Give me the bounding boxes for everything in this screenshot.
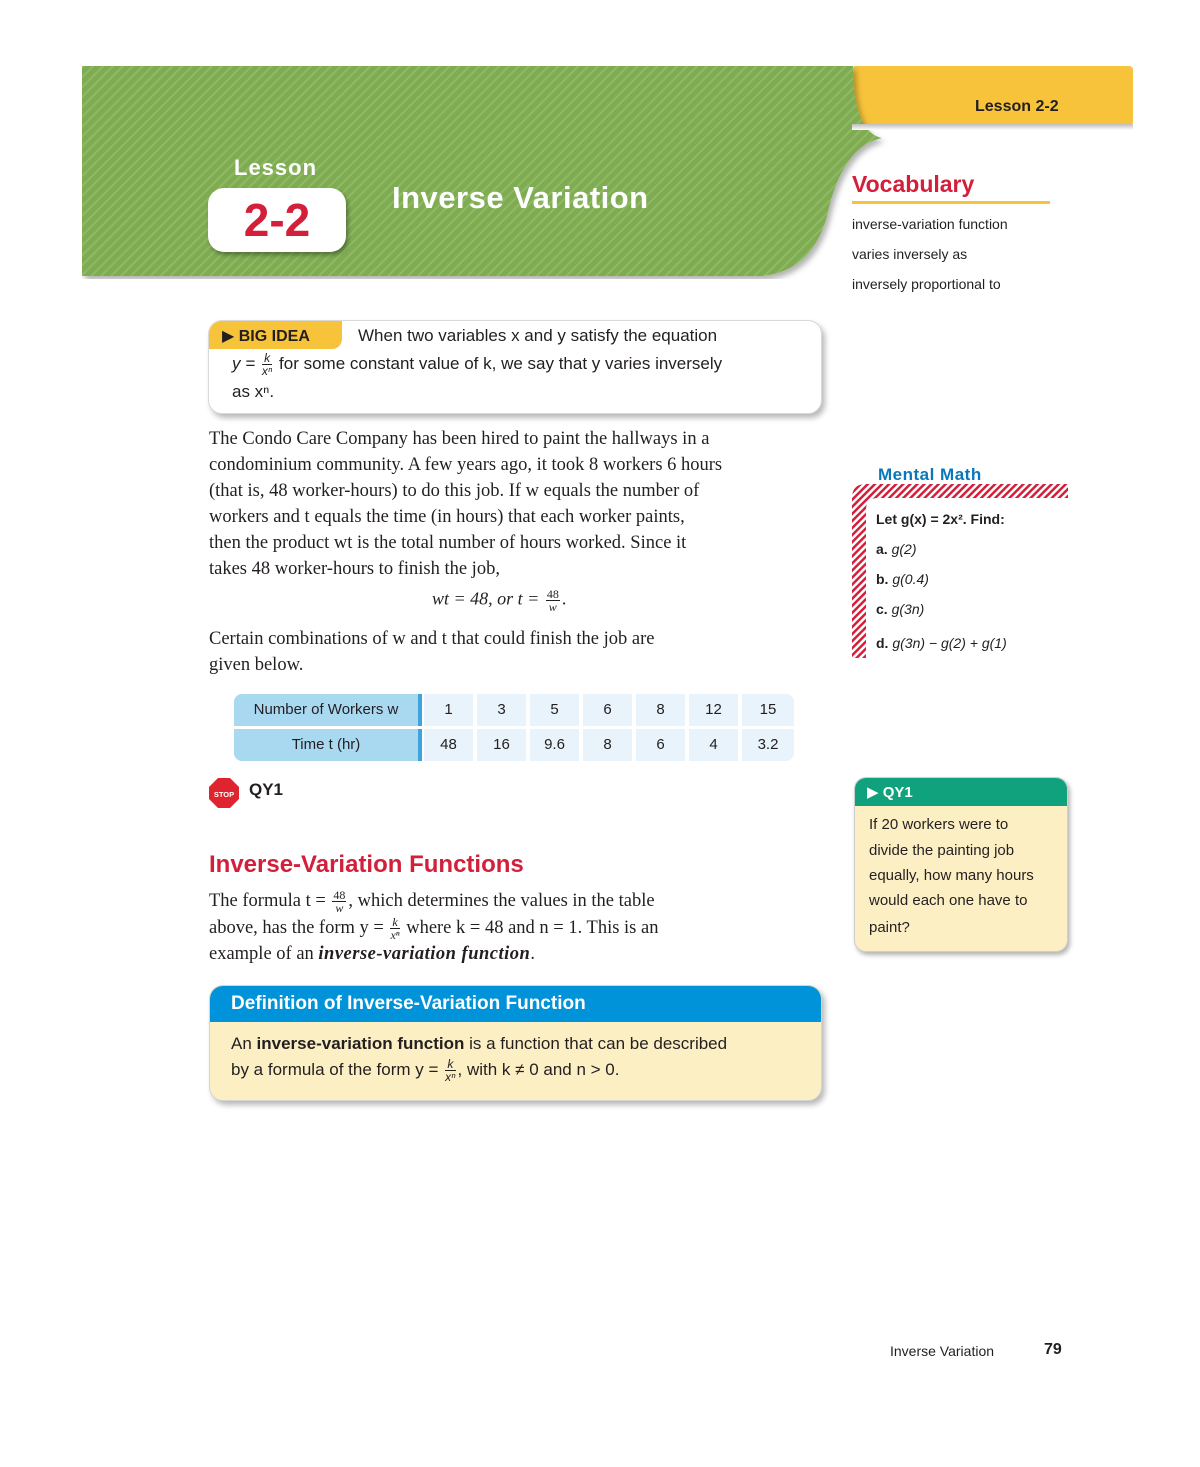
fraction-numerator: 48: [546, 587, 559, 601]
table-cell-workers: 3: [477, 694, 526, 726]
paragraph-line: Certain combinations of w and t that could finish the job are: [209, 629, 655, 649]
fraction-numerator: k: [445, 1058, 455, 1071]
tab-shadow: [852, 124, 1133, 130]
section-line3-a: example of an: [209, 944, 314, 964]
paragraph-line: condominium community. A few years ago, it took 8 workers 6 hours: [209, 455, 723, 475]
paragraph-line: The Condo Care Company has been hired to paint the hallways in a: [209, 429, 710, 449]
equation-period: .: [561, 588, 567, 609]
paragraph-combinations: [209, 626, 654, 678]
section-line2-b: where k = 48 and n = 1. This is an: [406, 918, 659, 938]
equation-left: wt = 48, or t =: [432, 588, 540, 609]
paragraph-line: takes 48 worker-hours to finish the job,: [209, 559, 500, 579]
definition-line2-a: by a formula of the form y =: [231, 1059, 439, 1079]
equation-fraction: [546, 588, 560, 613]
big-idea-line2-text: for some constant value of k, we say that y varies inversely: [279, 354, 723, 373]
item-label: d.: [876, 635, 889, 651]
table-cell-time: 8: [583, 729, 632, 761]
table-cell-time: 16: [477, 729, 526, 761]
section-line3: [209, 941, 535, 967]
mental-math-heading: Mental Math: [878, 465, 982, 484]
table-header-workers: Number of Workers w: [234, 694, 422, 726]
vocabulary-item: inversely proportional to: [852, 276, 1001, 292]
definition-title: Definition of Inverse-Variation Function: [231, 993, 586, 1014]
lesson-label: Lesson: [234, 155, 318, 180]
vocabulary-rule: [852, 201, 1050, 204]
section-line2: [209, 915, 658, 941]
table-cell-workers: 1: [424, 694, 473, 726]
section-line1: [209, 888, 655, 914]
mental-math-item-b: [876, 571, 929, 587]
qy1-answer-box: [854, 777, 1068, 952]
table-cell-workers: 12: [689, 694, 738, 726]
paragraph-line: given below.: [209, 655, 304, 675]
big-idea-label: ▶ BIG IDEA: [222, 328, 310, 345]
table-cell-time: 3.2: [742, 729, 794, 761]
lesson-tab-label: Lesson 2-2: [975, 98, 1059, 115]
fraction-denominator: xⁿ: [445, 1070, 456, 1084]
qy1-line: paint?: [869, 919, 910, 936]
table-cell-time: 6: [636, 729, 685, 761]
definition-line1: [231, 1034, 727, 1054]
mental-math-prompt: Let g(x) = 2x². Find:: [876, 511, 1005, 527]
qy1-title: ▶ QY1: [867, 784, 913, 801]
table-cell-time: 4: [689, 729, 738, 761]
paragraph-line: workers and t equals the time (in hours) that each worker paints,: [209, 507, 685, 527]
section-heading: Inverse-Variation Functions: [209, 851, 524, 878]
item-label: c.: [876, 601, 888, 617]
big-idea-fraction: [262, 352, 272, 377]
page-title: Inverse Variation: [392, 180, 649, 215]
fraction-denominator: w: [548, 600, 557, 614]
qy1-line: If 20 workers were to: [869, 816, 1009, 833]
qy1-header: [855, 778, 1067, 806]
stop-sign-text: STOP: [213, 790, 235, 799]
paragraph-condo-care: [209, 426, 722, 582]
big-idea-tag-text: BIG IDEA: [238, 328, 310, 345]
paragraph-line: then the product wt is the total number of hours worked. Since it: [209, 533, 687, 553]
fraction-numerator: 48: [333, 888, 346, 903]
vocabulary-item: inverse-variation function: [852, 216, 1008, 232]
section-vocab-term: inverse-variation function: [318, 944, 531, 964]
item-expression: g(3n) − g(2) + g(1): [892, 635, 1007, 651]
big-idea-eq-lhs: y =: [232, 354, 256, 373]
definition-fraction: [445, 1058, 455, 1083]
qy1-link[interactable]: QY1: [249, 780, 284, 799]
definition-line2: [231, 1058, 619, 1083]
section-line3-b: .: [530, 944, 535, 964]
table-cell-time: 9.6: [530, 729, 579, 761]
big-idea-tag: [209, 321, 342, 349]
footer-title: Inverse Variation: [890, 1343, 995, 1359]
vocabulary-heading: Vocabulary: [852, 171, 975, 197]
definition-line2-b: , with k ≠ 0 and n > 0.: [457, 1059, 620, 1079]
section-fraction-48-w: [332, 889, 346, 914]
big-idea-line2: [232, 350, 722, 378]
qy1-line: divide the painting job: [869, 842, 1015, 859]
section-line2-a: above, has the form y =: [209, 918, 384, 938]
definition-term: inverse-variation function: [256, 1034, 465, 1053]
vocabulary-item: varies inversely as: [852, 246, 968, 262]
item-expression: g(2): [891, 541, 917, 557]
table-cell-time: 48: [424, 729, 473, 761]
table-cell-workers: 6: [583, 694, 632, 726]
item-expression: g(3n): [891, 601, 925, 617]
mental-math-item-d: [876, 635, 1007, 651]
lesson-number: 2-2: [243, 194, 311, 246]
item-label: b.: [876, 571, 889, 587]
qy1-line: would each one have to: [869, 892, 1028, 909]
page-number: 79: [1044, 1341, 1062, 1358]
display-equation: [432, 588, 566, 613]
definition-line1-a: An: [231, 1034, 252, 1053]
table-header-time: Time t (hr): [234, 729, 422, 761]
big-idea-line1: When two variables x and y satisfy the equation: [358, 326, 718, 345]
item-label: a.: [876, 541, 888, 557]
big-idea-line3: as xⁿ.: [232, 382, 275, 401]
qy1-line: equally, how many hours: [869, 867, 1034, 884]
item-expression: g(0.4): [892, 571, 929, 587]
definition-line1-b: is a function that can be described: [469, 1034, 728, 1053]
fraction-numerator: k: [392, 915, 398, 930]
table-cell-workers: 5: [530, 694, 579, 726]
fraction-denominator: xⁿ: [390, 928, 400, 943]
table-cell-workers: 15: [742, 694, 794, 726]
qy1-title-text: QY1: [882, 784, 913, 801]
definition-header: [210, 986, 821, 1022]
fraction-denominator: xⁿ: [261, 364, 273, 379]
fraction-denominator: w: [335, 901, 344, 916]
section-line1-a: The formula t =: [209, 891, 326, 911]
fraction-numerator: k: [262, 352, 272, 365]
mental-math-item-c: [876, 601, 924, 617]
lesson-number-badge: [208, 188, 346, 252]
mental-math-item-a: [876, 541, 916, 557]
paragraph-line: (that is, 48 worker-hours) to do this job. If w equals the number of: [209, 481, 700, 501]
definition-box: [209, 985, 822, 1101]
table-cell-workers: 8: [636, 694, 685, 726]
section-line1-b: , which determines the values in the table: [348, 891, 655, 911]
stop-sign-icon[interactable]: [209, 778, 239, 808]
section-fraction-k-xn: [390, 916, 399, 941]
